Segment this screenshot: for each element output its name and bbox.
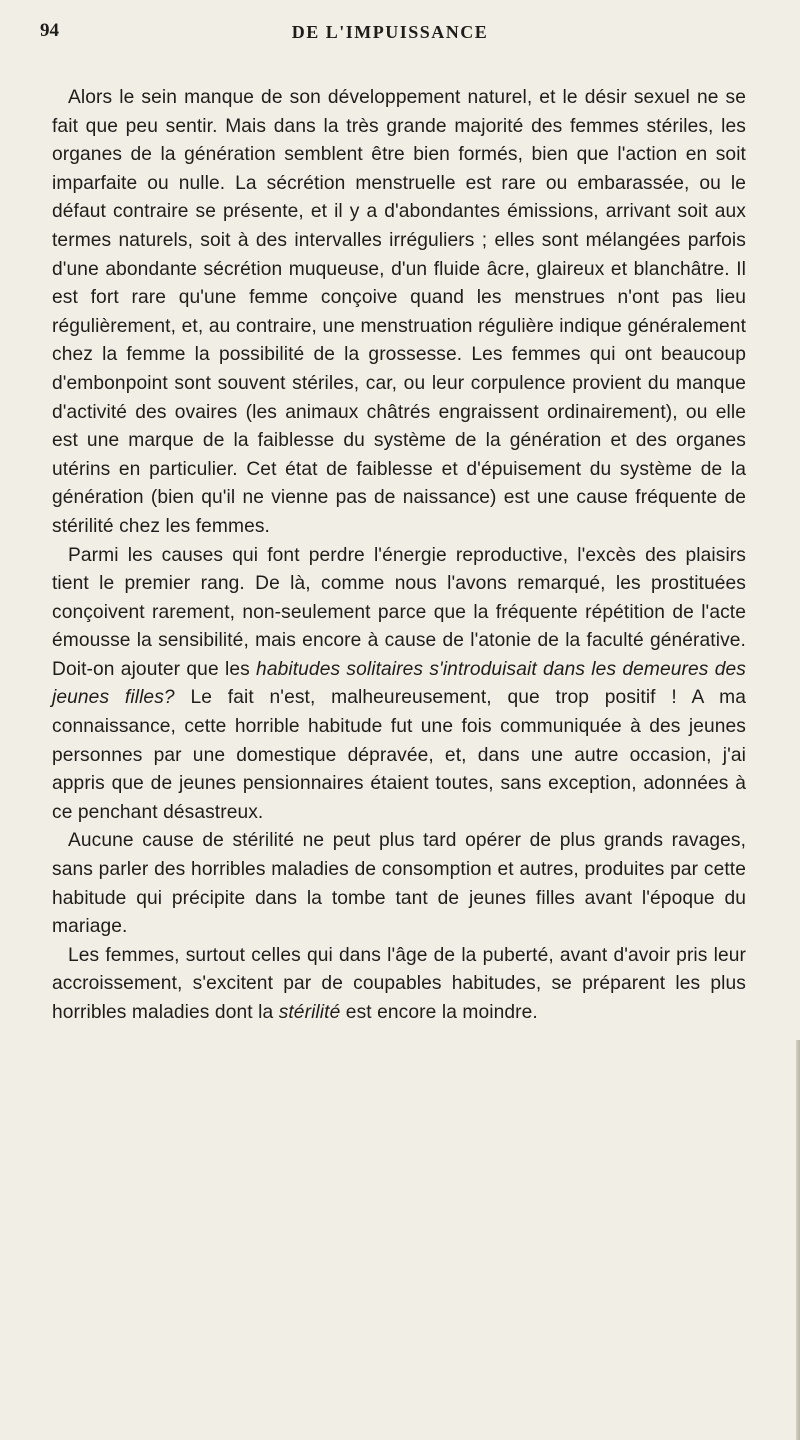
paragraph-4-italic: stérilité xyxy=(278,1002,341,1023)
paragraph-4-text-a: Les femmes, surtout celles qui dans l'âge de la puberté, avant d'avoir pris leur accroissement, s'excitent par de coupables habitudes, se préparent les plus horribles maladies dont la xyxy=(52,944,746,1023)
paragraph-4-text-b: est encore la moindre. xyxy=(340,1002,538,1023)
paragraph-2-text-b: Le fait n'est, malheureusement, que trop positif ! A ma connaissance, cette horrible habitude fut une fois communiquée à des jeunes personnes par une domestique dépravée, et, dans une autre occasion, j'ai appris que de jeunes pensionnaires étaient toutes, sans exception, adonnées à ce penchant désastreux. xyxy=(52,687,746,823)
running-head: DE L'IMPUISSANCE xyxy=(291,22,489,42)
page-number: 94 xyxy=(40,20,59,41)
page-header xyxy=(40,14,740,54)
paragraph-2-text-a: Parmi les causes qui font perdre l'énergie reproductive, l'excès des plaisirs tient le premier rang. De là, comme nous l'avons remarqué, les prostituées conçoivent rarement, non-seulement parce que la fréquente répétition de l'acte émousse la sensibilité, mais encore à cause de l'atonie de la faculté générative. Doit-on ajouter que les xyxy=(52,544,746,680)
paragraph-2-italic: habitudes solitaires s'introduisait dans les demeures des jeunes filles? xyxy=(52,658,746,709)
paragraph-2 xyxy=(52,542,746,828)
body-text xyxy=(52,84,746,1028)
paragraph-1: Alors le sein manque de son développement naturel, et le désir sexuel ne se fait que peu sentir. Mais dans la très grande majorité des femmes stériles, les organes de la génération semblent être bien formés, bien que l'action en soit imparfaite ou nulle. La sécrétion menstruelle est rare ou embarassée, ou le défaut contraire se présente, et il y a d'abondantes émissions, arrivant soit aux termes naturels, soit à des intervalles irréguliers ; elles sont mélangées parfois d'une abondante sécrétion muqueuse, d'un fluide âcre, glaireux et blanchâtre. Il est fort rare qu'une femme conçoive quand les menstrues n'ont pas lieu régulièrement, et, au contraire, une menstruation régulière indique généralement chez la femme la possibilité de la grossesse. Les femmes qui ont beaucoup d'embonpoint sont souvent stériles, car, ou leur corpulence provient du manque d'activité des ovaires (les animaux châtrés engraissent ordinairement), ou elle est une marque de la faiblesse du système de la génération et des organes utérins en particulier. Cet état de faiblesse et d'épuisement du système de la génération (bien qu'il ne vienne pas de naissance) est une cause fréquente de stérilité chez les femmes. xyxy=(52,87,746,537)
paragraph-4 xyxy=(52,942,746,1028)
paragraph-3: Aucune cause de stérilité ne peut plus tard opérer de plus grands ravages, sans parler des horribles maladies de consomption et autres, produites par cette habitude qui précipite dans la tombe tant de jeunes filles avant l'époque du mariage. xyxy=(52,830,746,938)
page-edge-shadow xyxy=(796,1040,800,1440)
